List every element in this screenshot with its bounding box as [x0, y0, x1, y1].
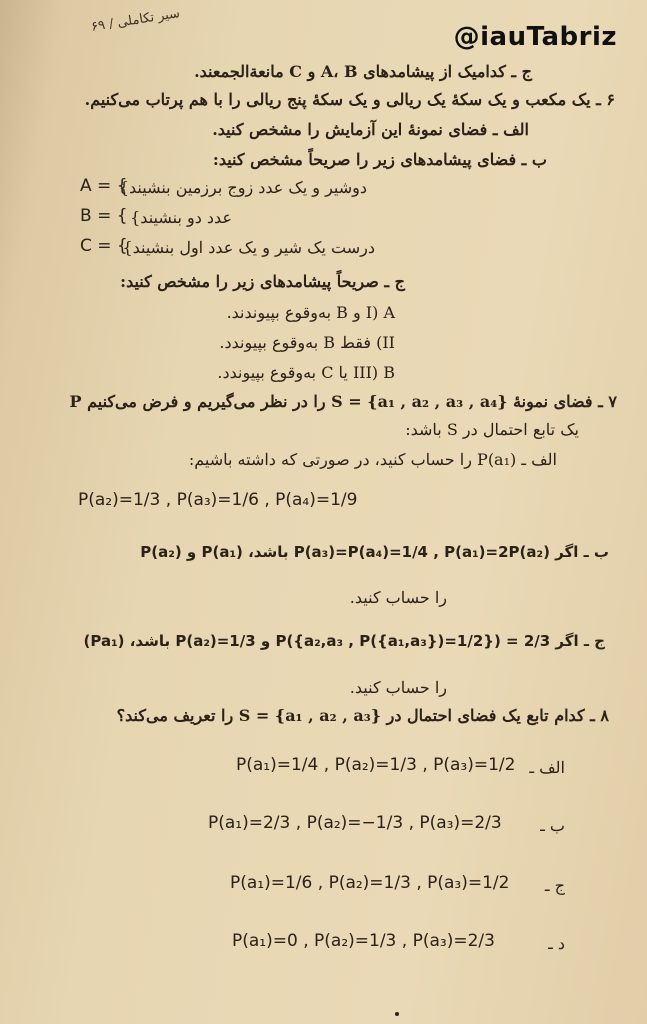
event-b-def: عدد دو بنشیند}: [130, 208, 232, 227]
q7-part-a-formula: P(a₂)=1/3 , P(a₃)=1/6 , P(a₄)=1/9: [78, 490, 358, 510]
q8-option-b-label: ب ـ: [540, 816, 565, 835]
q7-part-c-tail: را حساب کنید.: [349, 678, 447, 697]
q8-option-a-label: الف ـ: [529, 758, 565, 777]
page-header: سیر تکاملی / ۶۹: [90, 6, 182, 35]
q7-stem-line2: یک تابع احتمال در S باشد:: [405, 420, 579, 439]
q8-option-d-label: د ـ: [548, 934, 565, 953]
q7-part-c: ج ـ اگر 2/3 = ({P({a₂,a₃ , P({a₁,a₃})=1/2 و P(a₂)=1/3 باشد، (Pa₁): [83, 632, 605, 650]
q8-stem: ۸ ـ کدام تابع یک فضای احتمال در {a₁ , a₂ , a₃} = S را تعریف می‌کند؟: [116, 706, 609, 725]
q6-part-a: الف ـ فضای نمونهٔ این آزمایش را مشخص کنید.: [212, 120, 529, 139]
q8-option-d-formula: P(a₁)=0 , P(a₂)=1/3 , P(a₃)=2/3: [232, 931, 495, 951]
q7-stem-line1: ۷ ـ فضای نمونهٔ {a₁ , a₂ , a₃ , a₄} = S را در نظر می‌گیریم و فرض می‌کنیم P: [69, 392, 617, 411]
q6-c-item-2: II) فقط B به‌وقوع بپیوندد.: [219, 333, 395, 352]
q6-part-b: ب ـ فضای پیشامدهای زیر را صریحاً مشخص کنید:: [212, 150, 547, 169]
q6-part-c: ج ـ صریحاً پیشامدهای زیر را مشخص کنید:: [120, 272, 405, 291]
q7-part-a: الف ـ (P(a₁ را حساب کنید، در صورتی که داشته باشیم:: [188, 450, 557, 469]
q6-stem: ۶ ـ یک مکعب و یک سکهٔ یک ریالی و یک سکهٔ پنج ریالی را با هم پرتاب می‌کنیم.: [84, 90, 615, 109]
q6-c-item-1: I) A و B به‌وقوع بپیوندند.: [226, 303, 395, 322]
q5-part-c: ج ـ کدامیک از پیشامدهای A، B و C مانعةالجمعند.: [194, 62, 532, 81]
q8-option-c-formula: P(a₁)=1/6 , P(a₂)=1/3 , P(a₃)=1/2: [230, 873, 510, 893]
q7-part-b: ب ـ اگر P(a₃)=P(a₄)=1/4 , P(a₁)=2P(a₂) باشد، P(a₁) و P(a₂): [140, 543, 609, 561]
event-a-label: A = {: [80, 176, 128, 196]
q6-c-item-3: III) B یا C به‌وقوع بپیوندد.: [217, 363, 395, 382]
watermark: @iauTabriz: [453, 22, 617, 52]
page-dot: [395, 1012, 399, 1016]
q8-option-b-formula: P(a₁)=2/3 , P(a₂)=−1/3 , P(a₃)=2/3: [208, 813, 502, 833]
event-a-def: دوشیر و یک عدد زوج برزمین بنشیند}: [118, 178, 367, 197]
q7-part-b-tail: را حساب کنید.: [349, 588, 447, 607]
q8-option-c-label: ج ـ: [544, 876, 565, 895]
event-b-label: B = {: [80, 206, 128, 226]
event-c-def: درست یک شیر و یک عدد اول بنشیند}: [122, 238, 375, 257]
q8-option-a-formula: P(a₁)=1/4 , P(a₂)=1/3 , P(a₃)=1/2: [236, 755, 516, 775]
event-c-label: C = {: [80, 236, 128, 256]
